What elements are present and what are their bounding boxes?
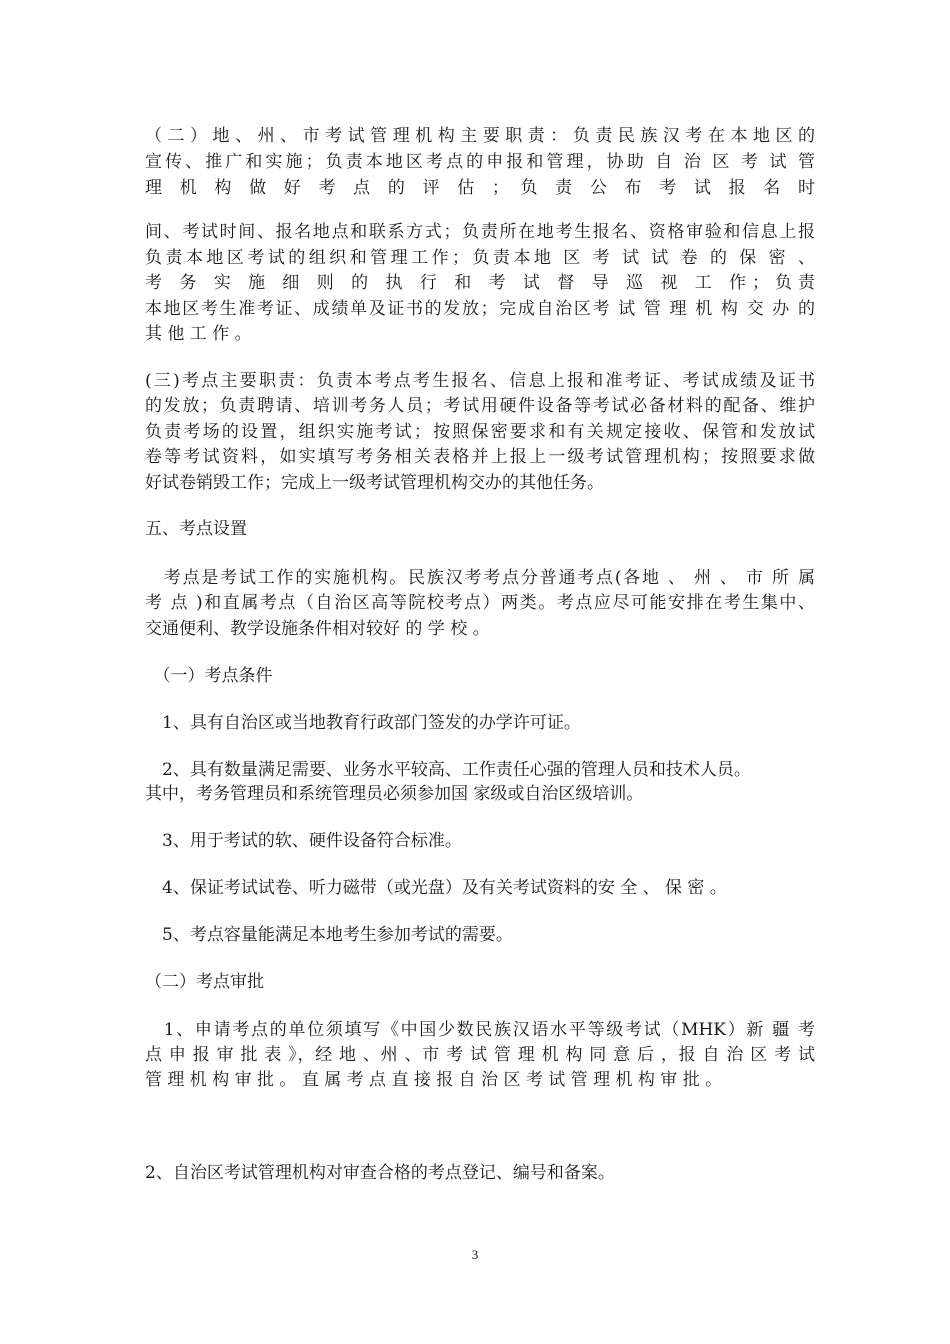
list-item: 2、自治区考试管理机构对审查合格的考点登记、编号和备案。 — [145, 1163, 615, 1183]
text-line: 理 机 构 做 好 考 点 的 评 估 ； 负 责 公 布 考 试 报 名 时 — [145, 178, 815, 198]
text-line: 考 点 )和直属考点（自治区高等院校考点）两类。考点应尽可能安排在考生集中、 — [145, 593, 815, 613]
text-line: 其中，考务管理员和系统管理员必须参加国 家级或自治区级培训。 — [145, 784, 644, 804]
text-line: 本地区考生准考证、成绩单及证书的发放；完成自治区考 试 管 理 机 构 交 办 的 — [145, 299, 815, 319]
list-item: 2、具有数量满足需要、业务水平较高、工作责任心强的管理人员和技术人员。 — [145, 760, 751, 780]
list-item: 1、申请考点的单位须填写《中国少数民族汉语水平等级考试（MHK）新 疆 考 — [145, 1020, 815, 1040]
subsection-heading: （二）考点审批 — [145, 972, 264, 992]
text-line: 负责考场的设置，组织实施考试；按照保密要求和有关规定接收、保管和发放试 — [145, 422, 815, 442]
list-item: 3、用于考试的软、硬件设备符合标准。 — [145, 831, 462, 851]
text-line: 其 他 工 作 。 — [145, 324, 252, 344]
text-line: 考点是考试工作的实施机构。民族汉考考点分普通考点(各地 、 州 、 市 所 属 — [145, 568, 815, 588]
section-heading: 五、考点设置 — [145, 519, 247, 539]
text-line: （二）地、州、市考试管理机构主要职责：负责民族汉考在本地区的 — [145, 126, 815, 146]
text-line: 好试卷销毁工作；完成上一级考试管理机构交办的其他任务。 — [145, 473, 604, 493]
text-line: 点 申 报 审 批 表 》，经 地 、州 、市 考 试 管 理 机 构 同 意 后 ，报 自 治 区 考 试 — [145, 1045, 815, 1065]
text-line: 宣传、推广和实施；负责本地区考点的申报和管理，协助 自 治 区 考 试 管 — [145, 152, 815, 172]
text-line: 卷等考试资料，如实填写考务相关表格并上报上一级考试管理机构；按照要求做 — [145, 447, 815, 467]
text-line: 负责本地区考试的组织和管理工作；负责本地 区 考 试 试 卷 的 保 密 、 — [145, 248, 815, 268]
text-line: 间、考试时间、报名地点和联系方式；负责所在地考生报名、资格审验和信息上报 — [145, 222, 815, 242]
list-item: 4、保证考试试卷、听力磁带（或光盘）及有关考试资料的安 全 、 保 密 。 — [145, 878, 727, 898]
text-line: 交通便利、教学设施条件相对较好 的 学 校 。 — [145, 619, 490, 639]
text-line: 考 务 实 施 细 则 的 执 行 和 考 试 督 导 巡 视 工 作；负责 — [145, 273, 815, 293]
text-line: (三)考点主要职责：负责本考点考生报名、信息上报和准考证、考试成绩及证书 — [145, 371, 815, 391]
page-number: 3 — [471, 1247, 479, 1262]
text-line: 的发放；负责聘请、培训考务人员；考试用硬件设备等考试必备材料的配备、维护 — [145, 396, 815, 416]
subsection-heading: （一）考点条件 — [145, 666, 273, 686]
list-item: 1、具有自治区或当地教育行政部门签发的办学许可证。 — [145, 713, 581, 733]
text-line: 管 理 机 构 审 批 。 直 属 考 点 直 接 报 自 治 区 考 试 管 理 机 构 审 批 。 — [145, 1070, 723, 1090]
list-item: 5、考点容量能满足本地考生参加考试的需要。 — [145, 925, 513, 945]
